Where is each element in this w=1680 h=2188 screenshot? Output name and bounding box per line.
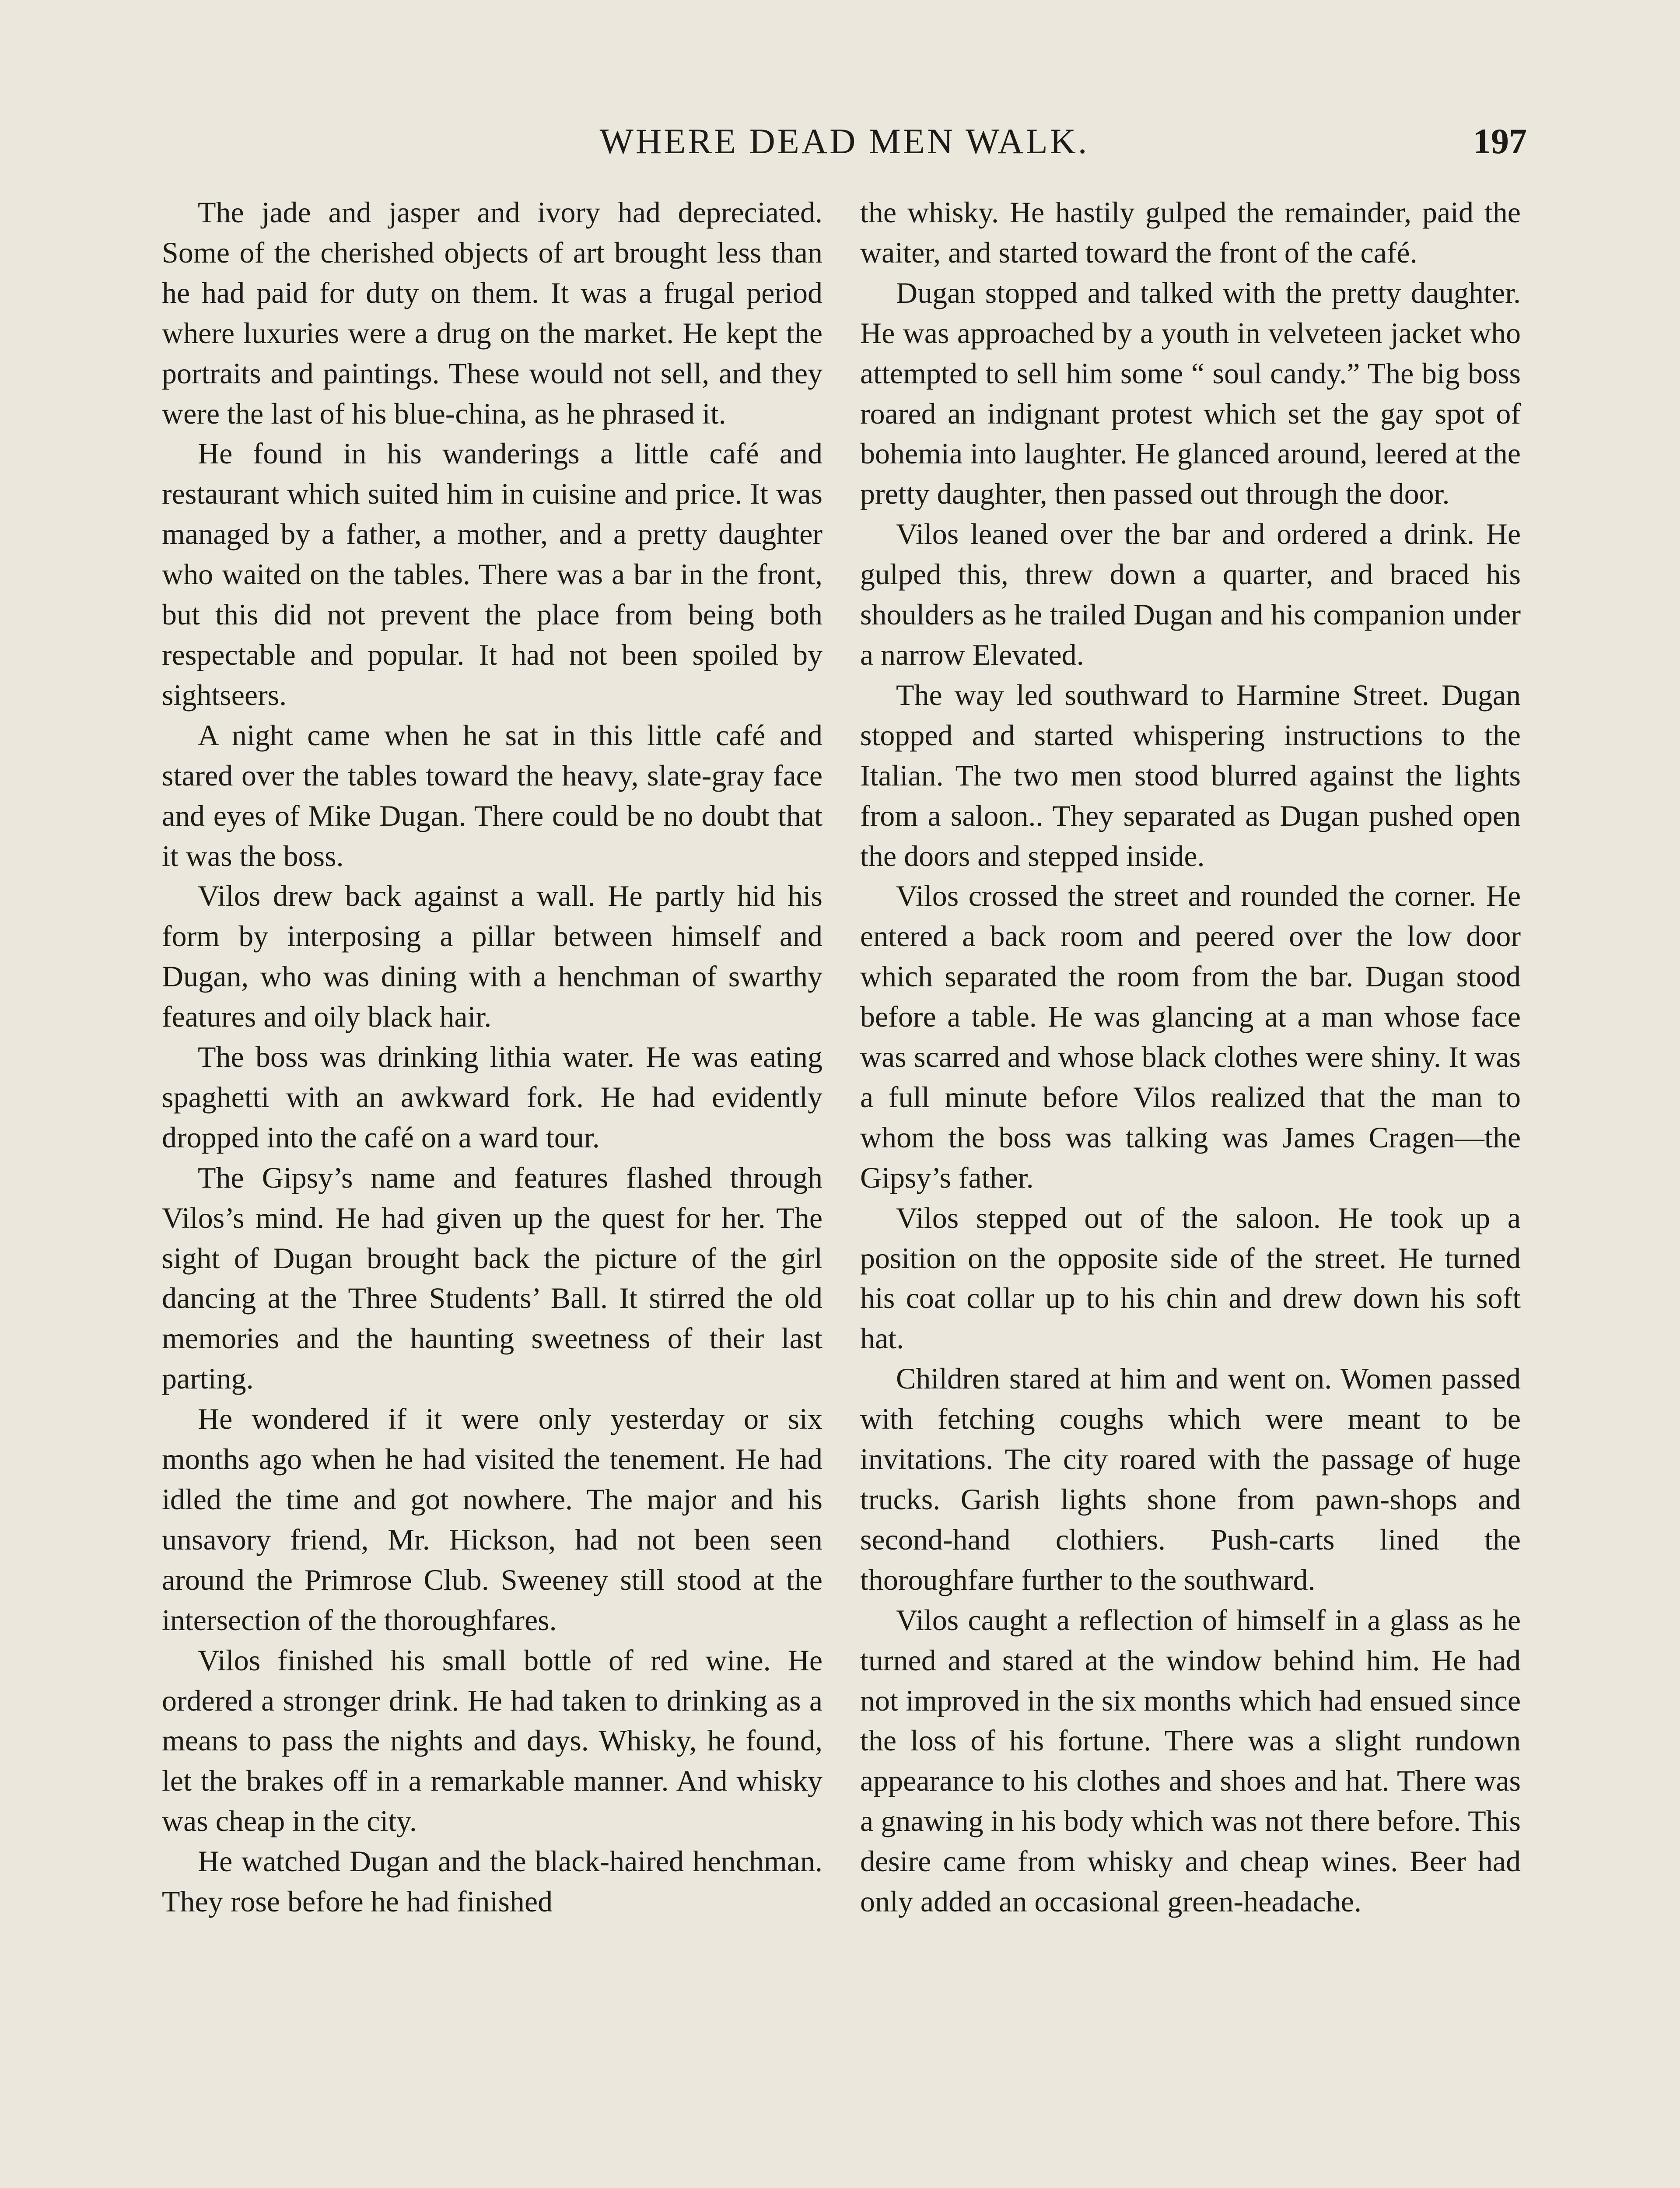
paragraph-continued: the whisky. He hastily gulped the remainder, paid the waiter, and started toward the front of the café. xyxy=(860,196,1521,269)
paragraph: Vilos crossed the street and rounded the corner. He entered a back room and peered over the low door which separated the room from the bar. Dugan stood before a table. He was glancing at a man whose face was scarred and whose black clothes were shiny. It was a full minute before Vilos realized that the man to whom the boss was talking was James Cragen—the Gipsy’s father. xyxy=(860,879,1521,1194)
paragraph: Vilos caught a reflection of himself in a glass as he turned and stared at the window behind him. He had not improved in the six months which had ensued since the loss of his fortune. There was a slight rundown appearance to his clothes and shoes and hat. There was a gnawing in his body which was not there before. This desire came from whisky and cheap wines. Beer had only added an occasional green-headache. xyxy=(860,1603,1521,1918)
paragraph: He wondered if it were only yesterday or six months ago when he had visited the tenement. He had idled the time and got nowhere. The major and his unsavory friend, Mr. Hickson, had not been seen around the Primrose Club. Sweeney still stood at the intersection of the thoroughfares. xyxy=(162,1402,822,1637)
left-column xyxy=(162,193,822,1922)
running-title: WHERE DEAD MEN WALK. xyxy=(599,121,1089,161)
right-column xyxy=(860,193,1521,1922)
paragraph: A night came when he sat in this little café and stared over the tables toward the heavy, slate-gray face and eyes of Mike Dugan. There could be no doubt that it was the boss. xyxy=(162,718,822,873)
paragraph: He watched Dugan and the black-haired henchman. They rose before he had finished xyxy=(162,1844,822,1918)
paragraph: Vilos drew back against a wall. He partly hid his form by interposing a pillar between himself and Dugan, who was dining with a henchman of swarthy features and oily black hair. xyxy=(162,879,822,1034)
paragraph: Vilos finished his small bottle of red wine. He ordered a stronger drink. He had taken to drinking as a means to pass the nights and days. Whisky, he found, let the brakes off in a remarkable manner. And whisky was cheap in the city. xyxy=(162,1643,822,1838)
paragraph: The jade and jasper and ivory had depreciated. Some of the cherished objects of art brought less than he had paid for duty on them. It was a frugal period where luxuries were a drug on the market. He kept the portraits and paintings. These would not sell, and they were the last of his blue-china, as he phrased it. xyxy=(162,196,822,430)
paragraph: He found in his wanderings a little café and restaurant which suited him in cuisine and price. It was managed by a father, a mother, and a pretty daughter who waited on the tables. There was a bar in the front, but this did not prevent the place from being both respectable and popular. It had not been spoiled by sightseers. xyxy=(162,437,822,712)
paragraph: Vilos leaned over the bar and ordered a drink. He gulped this, threw down a quarter, and braced his shoulders as he trailed Dugan and his companion under a narrow Elevated. xyxy=(860,517,1521,671)
paragraph: The Gipsy’s name and features flashed through Vilos’s mind. He had given up the quest for her. The sight of Dugan brought back the picture of the girl dancing at the Three Students’ Ball. It stirred the old memories and the haunting sweetness of their last parting. xyxy=(162,1161,822,1396)
paragraph: The way led southward to Harmine Street. Dugan stopped and started whispering instructions to the Italian. The two men stood blurred against the lights from a saloon.. They separated as Dugan pushed open the doors and stepped inside. xyxy=(860,678,1521,873)
paragraph: Children stared at him and went on. Women passed with fetching coughs which were meant to be invitations. The city roared with the passage of huge trucks. Garish lights shone from pawn-shops and second-hand clothiers. Push-carts lined the thoroughfare further to the southward. xyxy=(860,1362,1521,1596)
page-number: 197 xyxy=(1473,121,1527,161)
paragraph: The boss was drinking lithia water. He was eating spaghetti with an awkward fork. He had evidently dropped into the café on a ward tour. xyxy=(162,1040,822,1154)
running-header xyxy=(162,113,1527,170)
paragraph: Dugan stopped and talked with the pretty daughter. He was approached by a youth in velveteen jacket who attempted to sell him some “ soul candy.” The big boss roared an indignant protest which set the gay spot of bohemia into laughter. He glanced around, leered at the pretty daughter, then passed out through the door. xyxy=(860,276,1521,511)
paragraph: Vilos stepped out of the saloon. He took up a position on the opposite side of the street. He turned his coat collar up to his chin and drew down his soft hat. xyxy=(860,1201,1521,1355)
